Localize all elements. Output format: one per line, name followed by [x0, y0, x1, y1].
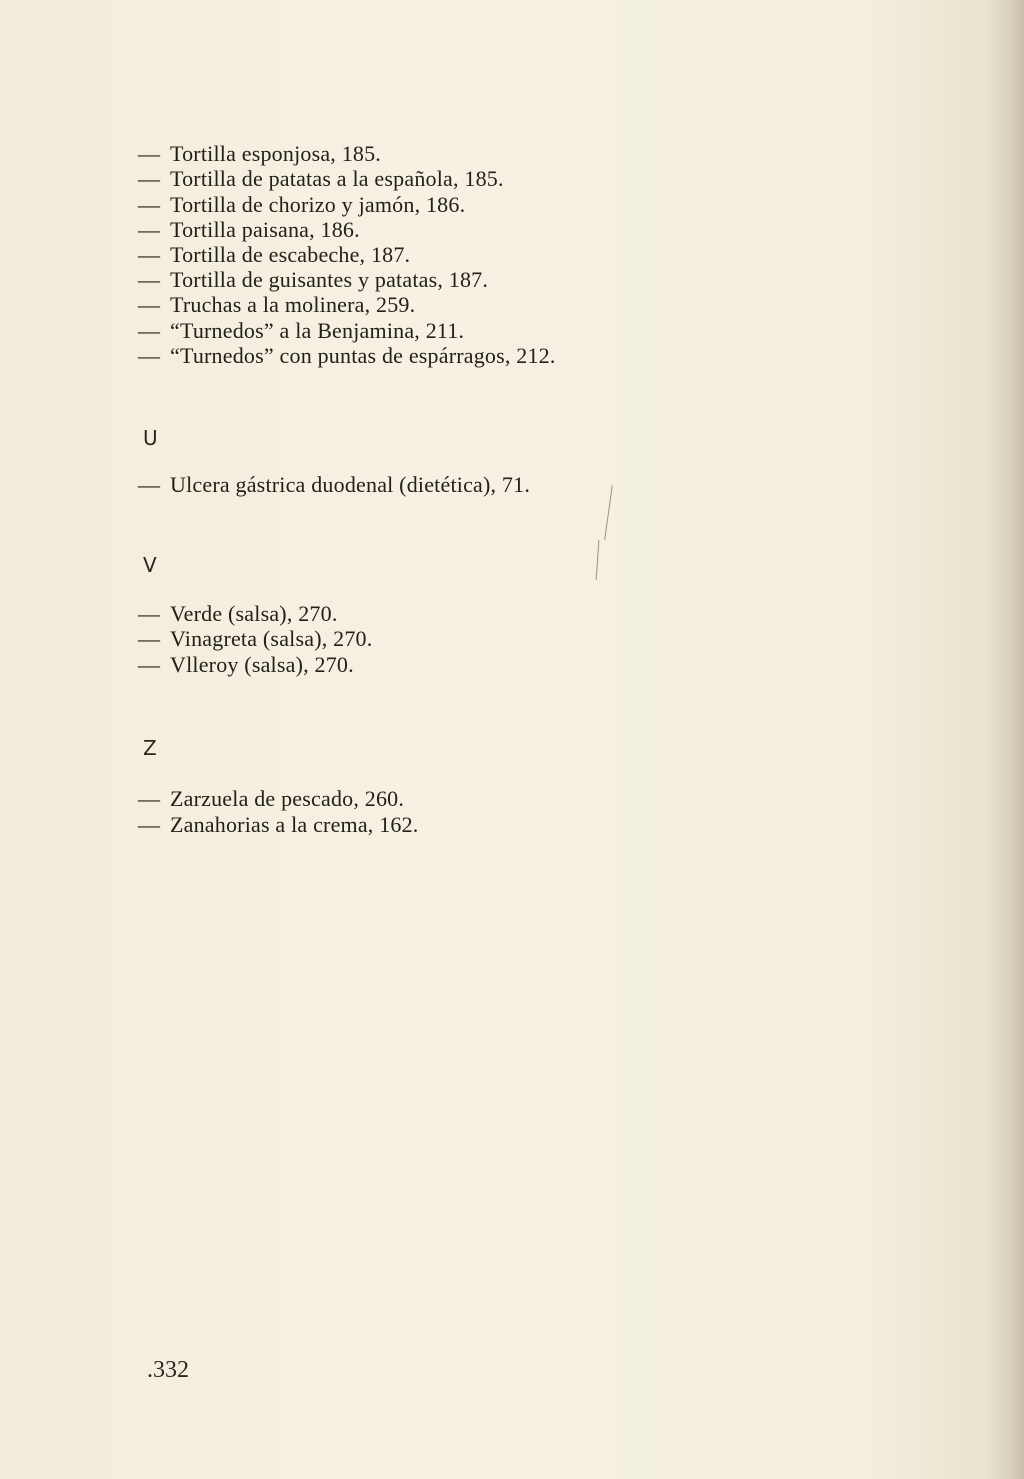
index-entry [138, 318, 464, 344]
entry-dash: — [138, 472, 161, 497]
entry-text: “Turnedos” a la Benjamina, 211. [170, 318, 465, 343]
index-entry [138, 217, 360, 243]
entry-text: Tortilla de escabeche, 187. [170, 242, 411, 267]
section-letter-v: V [143, 553, 157, 577]
entry-dash: — [138, 652, 161, 677]
entry-dash: — [138, 626, 161, 651]
entry-dash: — [138, 192, 161, 217]
entry-text: “Turnedos” con puntas de espárragos, 212. [170, 343, 556, 368]
index-entry [138, 267, 488, 293]
index-entry [138, 242, 410, 268]
entry-dash: — [138, 786, 161, 811]
index-entry [138, 601, 338, 627]
entry-text: Ulcera gástrica duodenal (dietética), 71. [170, 472, 531, 497]
entry-dash: — [138, 318, 161, 343]
entry-text: Tortilla paisana, 186. [170, 217, 360, 242]
index-entry [138, 626, 372, 652]
section-letter-u: U [143, 426, 158, 450]
entry-dash: — [138, 141, 161, 166]
entry-text: Tortilla esponjosa, 185. [170, 141, 382, 166]
entry-text: Vinagreta (salsa), 270. [170, 626, 373, 651]
page-edge-shadow [984, 0, 1024, 1479]
entry-dash: — [138, 217, 161, 242]
entry-dash: — [138, 267, 161, 292]
entry-text: Truchas a la molinera, 259. [170, 292, 416, 317]
entry-dash: — [138, 812, 161, 837]
scan-mark [596, 540, 600, 580]
entry-dash: — [138, 601, 161, 626]
entry-dash: — [138, 166, 161, 191]
index-entry [138, 141, 381, 167]
index-entry [138, 652, 354, 678]
index-entry [138, 343, 556, 369]
entry-text: Tortilla de guisantes y patatas, 187. [170, 267, 489, 292]
index-entry [138, 786, 404, 812]
entry-text: Zanahorias a la crema, 162. [170, 812, 419, 837]
entry-dash: — [138, 242, 161, 267]
entry-text: Verde (salsa), 270. [170, 601, 338, 626]
entry-text: Tortilla de chorizo y jamón, 186. [170, 192, 466, 217]
index-entry [138, 292, 415, 318]
index-entry [138, 812, 419, 838]
scan-mark [604, 485, 613, 540]
index-entry [138, 192, 465, 218]
entry-text: Vlleroy (salsa), 270. [170, 652, 354, 677]
entry-text: Zarzuela de pescado, 260. [170, 786, 405, 811]
section-letter-z: Z [143, 736, 157, 760]
entry-dash: — [138, 343, 161, 368]
entry-text: Tortilla de patatas a la española, 185. [170, 166, 504, 191]
index-entry [138, 166, 504, 192]
entry-dash: — [138, 292, 161, 317]
index-entry [138, 472, 530, 498]
page-number: .332 [147, 1357, 189, 1383]
